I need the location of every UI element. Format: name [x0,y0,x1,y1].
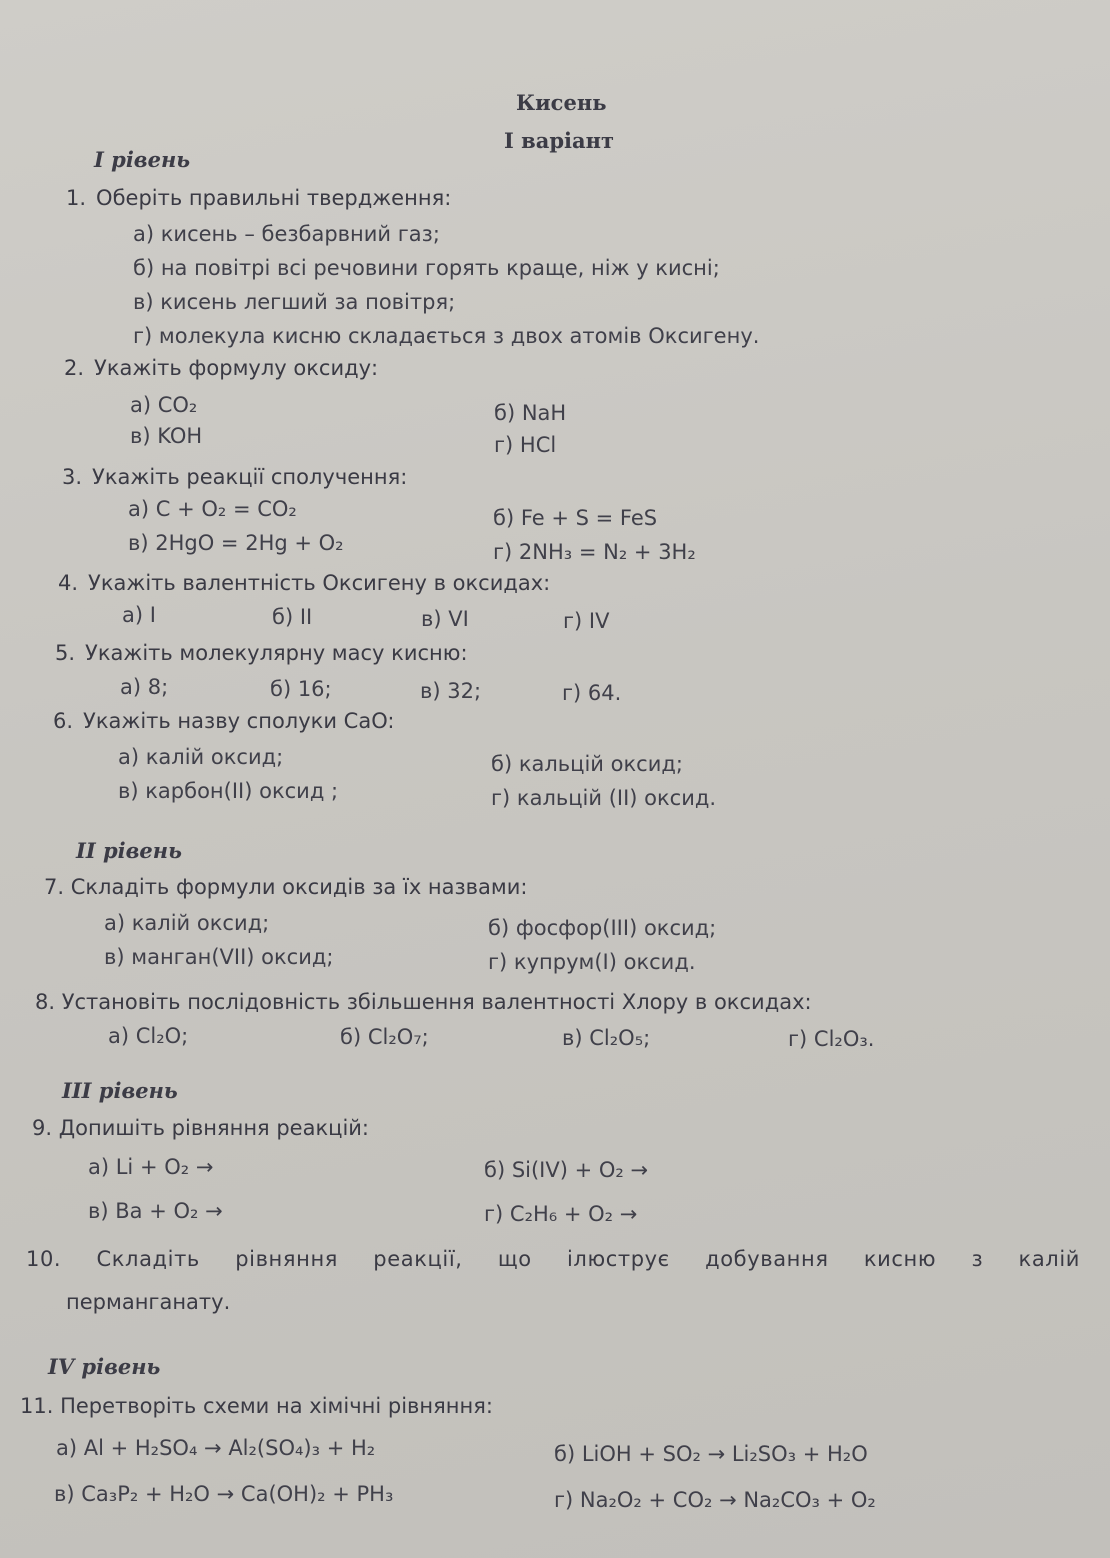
q3-option-c: в) 2HgO = 2Hg + O₂ [128,531,344,555]
q6-option-b: б) кальцій оксид; [491,752,683,776]
level-2-heading: ІІ рівень [76,838,182,863]
question-1 [66,186,451,210]
q5-option-c: в) 32; [420,679,482,703]
question-2 [64,356,378,380]
q4-option-a: а) I [122,603,156,627]
question-7: 7. Складіть формули оксидів за їх назвами: [44,875,528,899]
variant-heading: І варіант [504,128,614,153]
q11-option-d: г) Na₂O₂ + CO₂ → Na₂CO₃ + O₂ [554,1488,876,1512]
question-number: 4. [58,571,79,595]
q6-option-c: в) карбон(II) оксид ; [118,779,339,803]
q9-option-d: г) C₂H₆ + O₂ → [484,1202,638,1226]
q9-option-b: б) Si(IV) + O₂ → [484,1158,649,1182]
q7-option-c: в) манган(VII) оксид; [104,945,334,969]
question-3 [62,465,407,489]
level-1-heading: І рівень [94,147,191,172]
q8-option-b: б) Cl₂O₇; [340,1025,429,1049]
q11-option-c: в) Ca₃P₂ + H₂O → Ca(OH)₂ + PH₃ [54,1482,394,1506]
question-11: 11. Перетворіть схеми на хімічні рівняння: [20,1394,493,1418]
question-text: Укажіть молекулярну масу кисню: [85,641,468,665]
question-number: 5. [55,641,76,665]
q9-option-c: в) Ba + O₂ → [88,1199,223,1223]
q4-option-b: б) II [272,605,313,629]
question-number: 3. [62,465,83,489]
q2-option-b: б) NaH [494,401,567,425]
q9-option-a: а) Li + O₂ → [88,1155,214,1179]
question-text: Укажіть валентність Оксигену в оксидах: [88,571,551,595]
question-6 [53,709,394,733]
q11-option-b: б) LiOH + SO₂ → Li₂SO₃ + H₂O [554,1442,868,1466]
question-text: Оберіть правильні твердження: [96,186,452,210]
q1-option-d: г) молекула кисню складається з двох атомів Оксигену. [133,324,760,348]
q11-option-a: а) Al + H₂SO₄ → Al₂(SO₄)₃ + H₂ [56,1436,376,1460]
q6-option-d: г) кальцій (II) оксид. [491,786,717,810]
q5-option-d: г) 64. [562,681,622,705]
q7-option-d: г) купрум(I) оксид. [488,950,696,974]
q3-option-a: а) C + O₂ = CO₂ [128,497,297,521]
q5-option-b: б) 16; [270,677,332,701]
q1-option-c: в) кисень легший за повітря; [133,290,456,314]
q5-option-a: а) 8; [120,675,169,699]
question-5 [55,641,468,665]
q2-option-a: а) CO₂ [130,393,198,417]
q1-option-b: б) на повітрі всі речовини горять краще, ніж у кисні; [133,256,720,280]
page-title: Кисень [516,90,607,115]
question-4 [58,571,550,595]
q6-option-a: а) калій оксид; [118,745,284,769]
q4-option-c: в) VI [421,607,469,631]
question-text: Укажіть реакції сполучення: [92,465,408,489]
level-4-heading: IV рівень [48,1354,161,1379]
level-3-heading: ІІІ рівень [62,1078,178,1103]
question-8: 8. Установіть послідовність збільшення валентності Хлору в оксидах: [35,990,812,1014]
q2-option-c: в) KOH [130,424,203,448]
question-9: 9. Допишіть рівняння реакцій: [32,1116,370,1140]
q2-option-d: г) HCl [494,433,557,457]
question-text: Укажіть формулу оксиду: [94,356,379,380]
question-10: 10. Складіть рівняння реакції, що ілюструє добування кисню з калій [26,1247,1080,1271]
question-number: 6. [53,709,74,733]
q1-option-a: а) кисень – безбарвний газ; [133,222,440,246]
q4-option-d: г) IV [563,609,610,633]
q8-option-d: г) Cl₂O₃. [788,1027,875,1051]
question-10-continued: перманганату. [66,1290,231,1314]
q7-option-a: а) калій оксид; [104,911,270,935]
question-number: 2. [64,356,85,380]
q8-option-a: а) Cl₂O; [108,1024,189,1048]
q3-option-d: г) 2NH₃ = N₂ + 3H₂ [493,540,696,564]
question-number: 1. [66,186,87,210]
q3-option-b: б) Fe + S = FeS [493,506,658,530]
question-text: Укажіть назву сполуки CaO: [83,709,395,733]
q8-option-c: в) Cl₂O₅; [562,1026,651,1050]
q7-option-b: б) фосфор(III) оксид; [488,916,717,940]
